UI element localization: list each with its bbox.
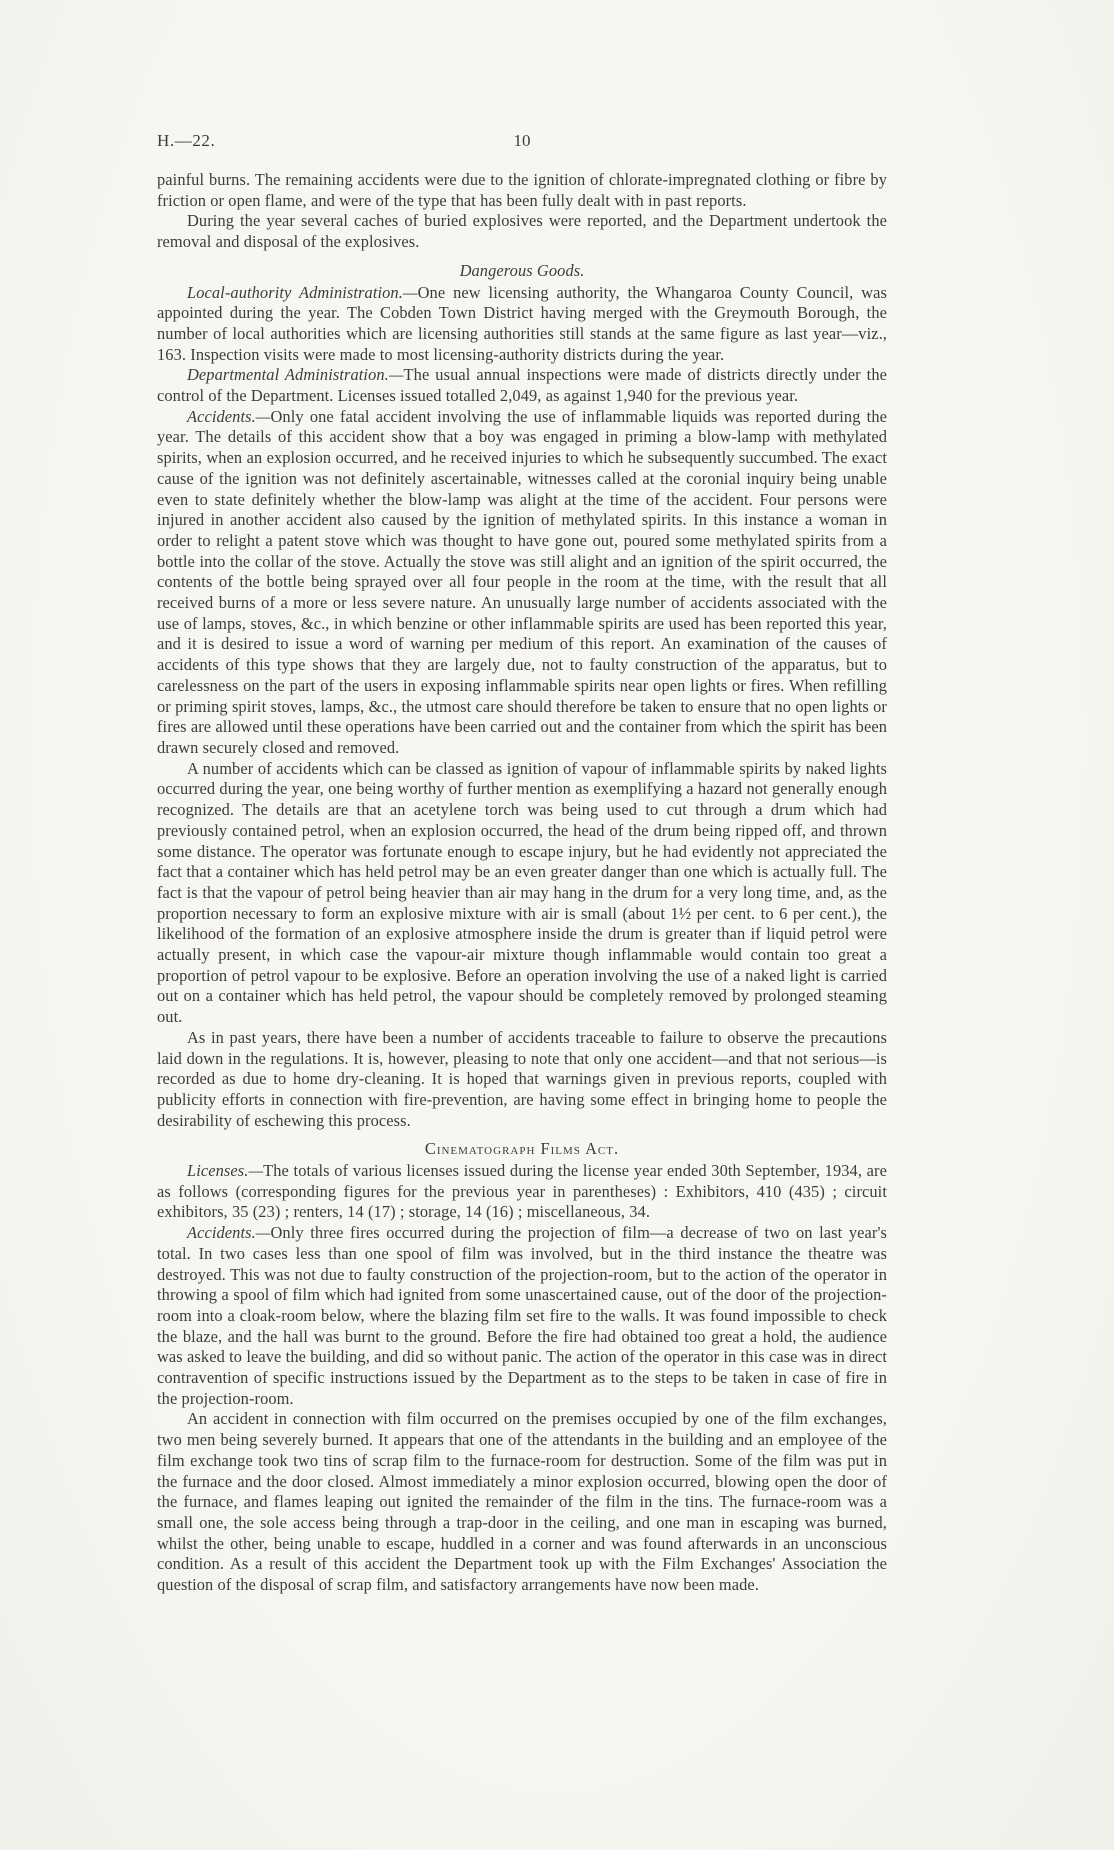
paragraph: [157, 365, 887, 406]
page-header: [157, 131, 887, 155]
document-reference: H.—22.: [157, 131, 216, 150]
paragraph: As in past years, there have been a number of accidents traceable to failure to observe the precautions laid down in the regulations. It is, however, pleasing to note that only one accident—and that not serious—is recorded as due to home dry-cleaning. It is hoped that warnings given in previous reports, coupled with publicity efforts in connection with fire-prevention, are having some effect in bringing home to people the desirability of eschewing this process.: [157, 1027, 887, 1130]
paragraph-text: Only one fatal accident involving the use of inflammable liquids was reported during the year. The details of this accident show that a boy was engaged in priming a blow-lamp with methylated spirits, when an explosion occurred, and he received injuries to which he subsequently succumbed. The exact cause of the ignition was not definitely ascertainable, witnesses called at the coronial inquiry being unable even to state definitely whether the blow-lamp was alight at the time of the accident. Four persons were injured in another accident also caused by the ignition of methylated spirits. In this instance a woman in order to relight a patent stove which was thought to have gone out, poured some methylated spirits from a bottle into the collar of the stove. Actually the stove was still alight and an ignition of the spirit occurred, the contents of the bottle being sprayed over all four people in the room at the time, with the result that all received burns of a more or less severe nature. An unusually large number of accidents associated with the use of lamps, stoves, &c., in which benzine or other inflammable spirits are used has been reported this year, and it is desired to issue a word of warning per medium of this report. An examination of the causes of accidents of this type shows that they are largely due, not to faulty construction of the apparatus, but to carelessness on the part of the users in exposing inflammable spirits near open lights or fires. When refilling or priming spirit stoves, lamps, &c., the utmost care should therefore be taken to ensure that no open lights or fires are allowed until these operations have been carried out and the container from which the spirit has been drawn securely closed and removed.: [157, 406, 887, 757]
section-heading-cinematograph-films-act: Cinematograph Films Act.: [424, 1139, 620, 1159]
paragraph: [157, 407, 887, 759]
paragraph-lead: Local-authority Administration.—: [187, 282, 418, 302]
paragraph-lead: Accidents.—: [187, 1223, 271, 1243]
paragraph: [157, 283, 887, 366]
paragraph: [157, 1223, 887, 1409]
paragraph-continuation: painful burns. The remaining accidents were due to the ignition of chlorate-impregnated clothing or fibre by friction or open flame, and were of the type that has been fully dealt with in past reports.: [157, 170, 887, 210]
paragraph-text: The usual annual inspections were made of districts directly under the control of the Department. Licenses issued totalled 2,049, as against 1,940 for the previous year.: [157, 365, 887, 406]
paragraph-text: Only three fires occurred during the projection of film—a decrease of two on last year's total. In two cases less than one spool of film was involved, but in the third instance the theatre was destroyed. This was not due to faulty construction of the projection-room, but to the action of the operator in throwing a spool of film which had ignited from some unascertained cause, out of the door of the projection-room into a cloak-room below, where the blazing film set fire to the walls. It was found impossible to check the blaze, and the hall was burnt to the ground. Before the fire had obtained too great a hold, the audience was asked to leave the building, and did so without panic. The action of the operator in this case was in direct contravention of specific instructions issued by the Department as to the steps to be taken in case of fire in the projection-room.: [157, 1223, 887, 1408]
paragraph-lead: Accidents.—: [187, 406, 271, 426]
paragraph-lead: Departmental Administration.—: [187, 365, 404, 385]
paragraph-text: One new licensing authority, the Whangaroa County Council, was appointed during the year. The Cobden Town District having merged with the Greymouth Borough, the number of local authorities which are licensing authorities still stands at the same figure as last year—viz., 163. Inspection visits were made to most licensing-authority districts during the year.: [157, 282, 887, 364]
section-heading-dangerous-goods: Dangerous Goods.: [459, 260, 585, 280]
paragraph-lead: Licenses.—: [187, 1161, 264, 1181]
paragraph: A number of accidents which can be classed as ignition of vapour of inflammable spirits by naked lights occurred during the year, one being worthy of further mention as exemplifying a hazard not generally enough recognized. The details are that an acetylene torch was being used to cut through a drum which had previously contained petrol, when an explosion occurred, the head of the drum being ripped off, and thrown some distance. The operator was fortunate enough to escape injury, but he had evidently not appreciated the fact that a container which has held petrol may be an even greater danger than one which is actually full. The fact is that the vapour of petrol being heavier than air may hang in the drum for a very long time, and, as the proportion necessary to form an explosive mixture with air is small (about 1½ per cent. to 6 per cent.), the likelihood of the formation of an explosive atmosphere inside the drum is greater than if liquid petrol were actually present, in which case the vapour-air mixture though inflammable would contain too great a proportion of petrol vapour to be explosive. Before an operation involving the use of a naked light is carried out on a container which has held petrol, the vapour should be completely removed by prolonged steaming out.: [157, 758, 887, 1027]
document-body: [157, 170, 887, 1596]
paragraph-text: The totals of various licenses issued during the license year ended 30th September, 1934, are as follows (corresponding figures for the previous year in parentheses) : Exhibitors, 410 (435) ; circuit exhibitors, 35 (23) ; renters, 14 (17) ; storage, 14 (16) ; miscellaneous, 34.: [157, 1161, 887, 1222]
page-number: 10: [513, 131, 531, 150]
paragraph: [157, 1161, 887, 1223]
paragraph: An accident in connection with film occurred on the premises occupied by one of the film exchanges, two men being severely burned. It appears that one of the attendants in the building and an employee of the film exchange took two tins of scrap film to the furnace-room for destruction. Some of the film was put in the furnace and the door closed. Almost immediately a minor explosion occurred, blowing open the door of the furnace, and flames leaping out ignited the remainder of the film in the tins. The furnace-room was a small one, the sole access being through a trap-door in the ceiling, and one man in escaping was burned, whilst the other, being unable to escape, huddled in a corner and was found afterwards in an unconscious condition. As a result of this accident the Department took up with the Film Exchanges' Association the question of the disposal of scrap film, and satisfactory arrangements have now been made.: [157, 1409, 887, 1595]
paragraph: During the year several caches of buried explosives were reported, and the Department undertook the removal and disposal of the explosives.: [157, 211, 887, 252]
